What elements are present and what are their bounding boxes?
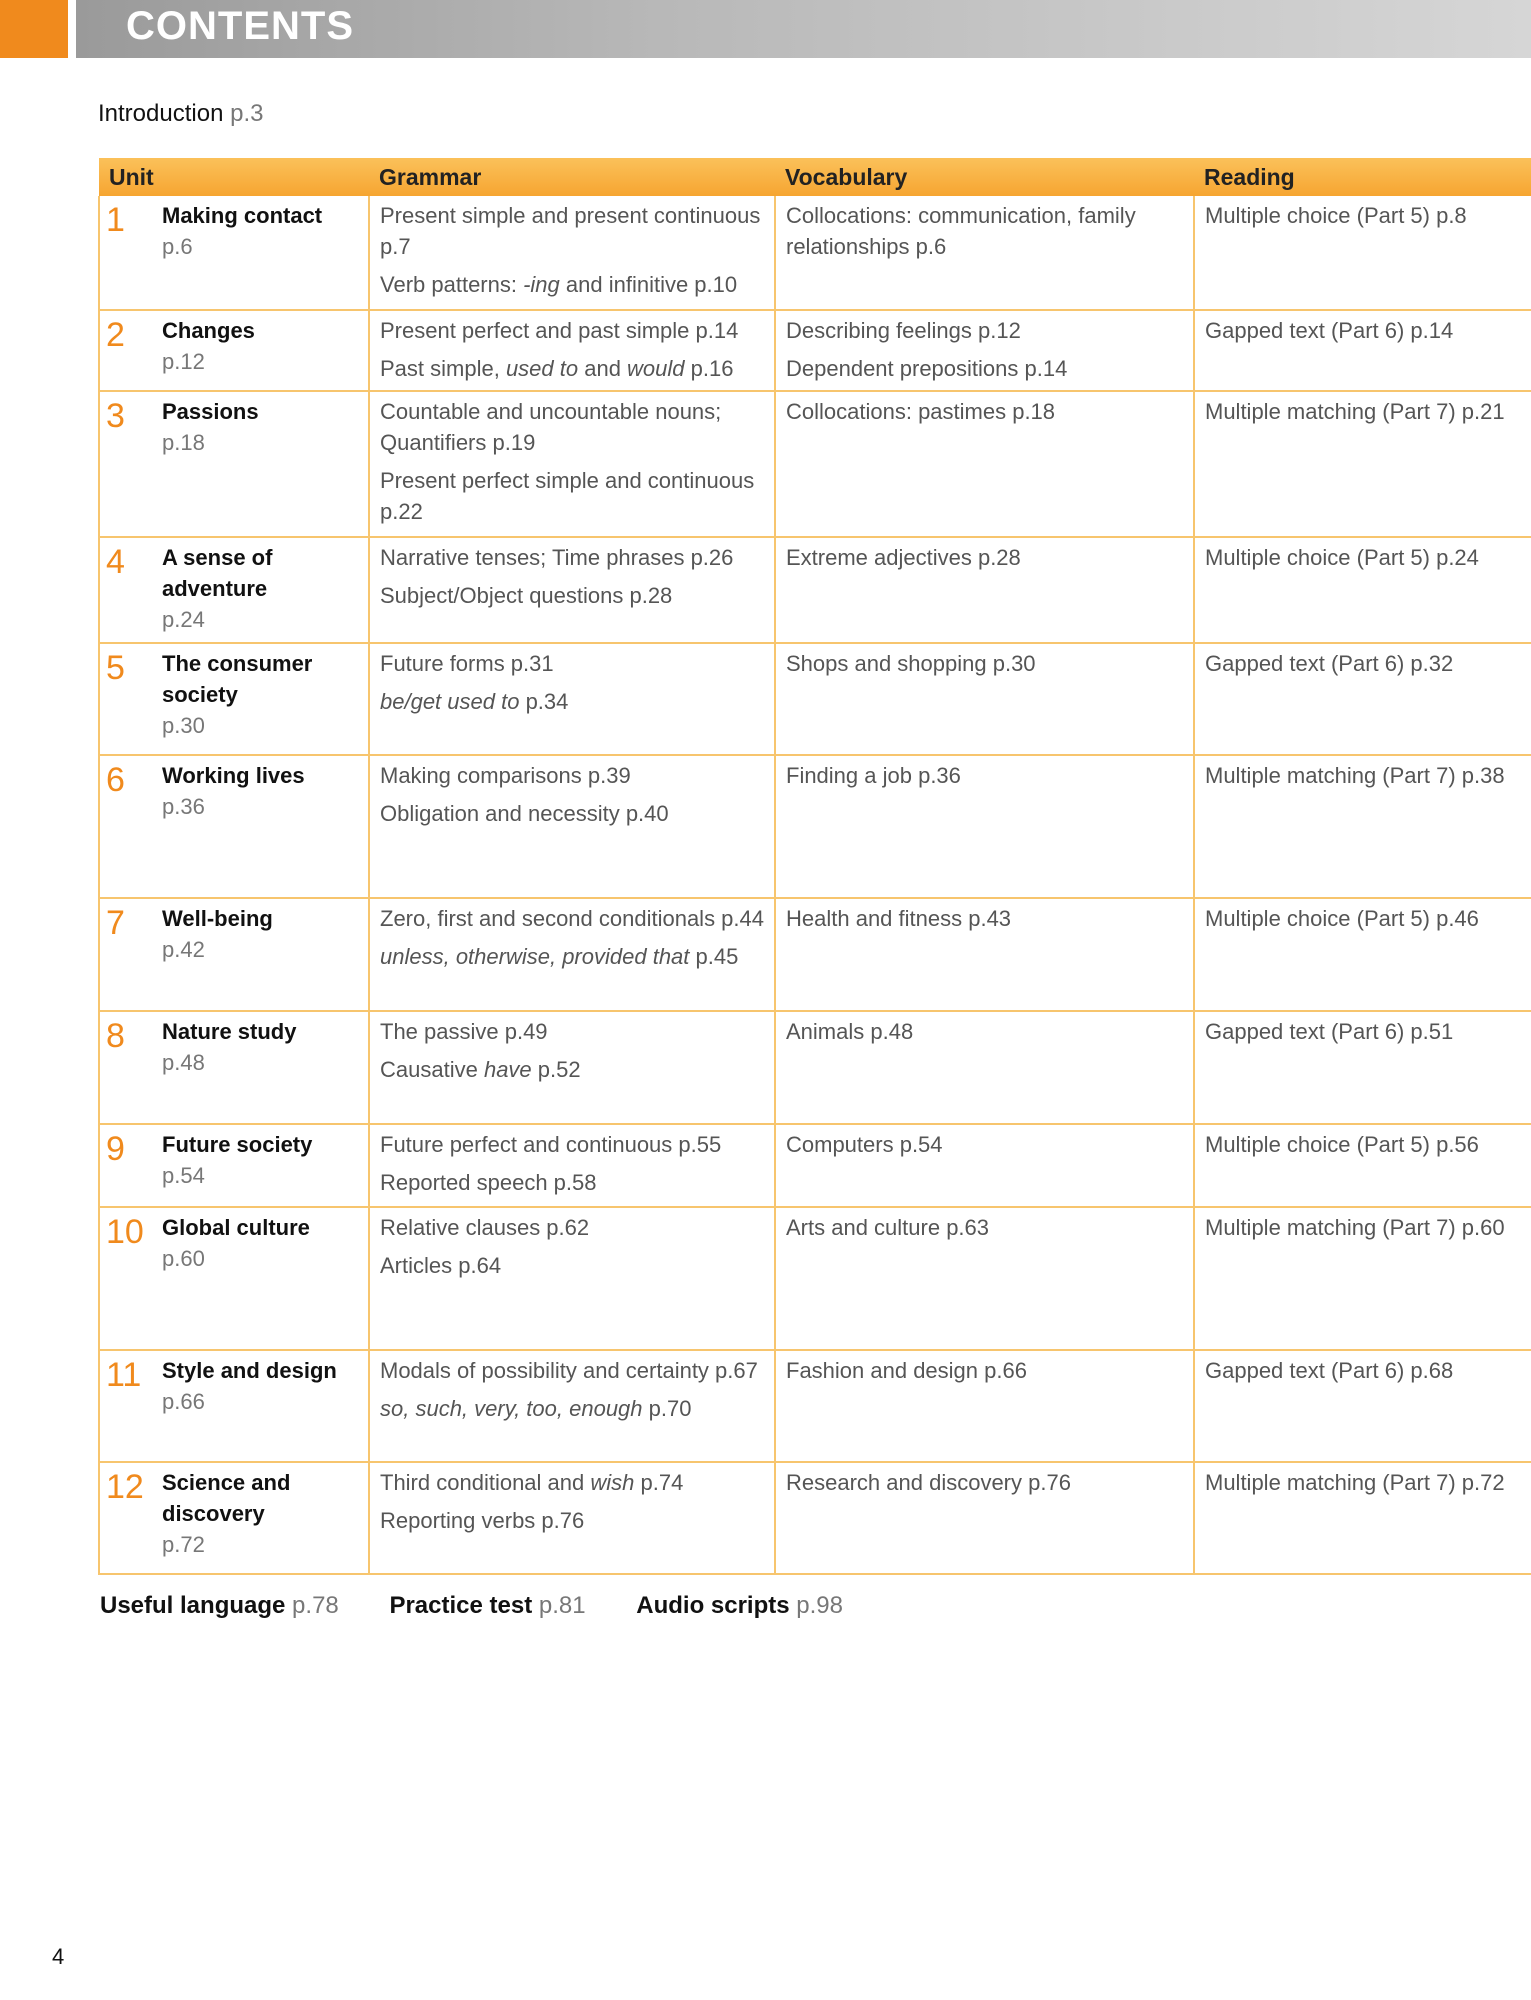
grammar-text: p.70 [642, 1396, 692, 1421]
grammar-line [380, 760, 764, 791]
grammar-line [380, 1467, 764, 1498]
table-row [99, 537, 1531, 643]
introduction-line [98, 100, 263, 128]
unit-number: 6 [106, 761, 125, 799]
reading-cell [1194, 1124, 1531, 1207]
reading-line [1205, 315, 1522, 346]
introduction-page: p.3 [230, 100, 264, 127]
reading-cell [1194, 310, 1531, 391]
grammar-cell [369, 310, 775, 391]
grammar-cell [369, 643, 775, 755]
reading-line [1205, 903, 1522, 934]
unit-text [162, 1467, 358, 1560]
unit-cell [99, 537, 369, 643]
grammar-text: Future forms p.31 [380, 651, 554, 676]
grammar-cell [369, 898, 775, 1011]
grammar-text: unless, otherwise, provided that [380, 944, 690, 969]
grammar-line [380, 353, 764, 384]
column-header-vocabulary: Vocabulary [775, 158, 1194, 196]
grammar-line [380, 1393, 764, 1424]
grammar-line [380, 903, 764, 934]
grammar-line [380, 200, 764, 262]
grammar-text: Modals of possibility and certainty p.67 [380, 1358, 758, 1383]
grammar-text: and [578, 356, 628, 381]
unit-page: p.48 [162, 1050, 205, 1075]
vocabulary-line [786, 396, 1183, 427]
grammar-line [380, 941, 764, 972]
table-row [99, 1011, 1531, 1124]
grammar-line [380, 580, 764, 611]
reading-line [1205, 1467, 1522, 1498]
unit-page: p.30 [162, 713, 205, 738]
grammar-line [380, 315, 764, 346]
reading-cell [1194, 898, 1531, 1011]
unit-page: p.6 [162, 234, 193, 259]
vocabulary-text: Health and fitness p.43 [786, 906, 1012, 931]
grammar-text: used to [505, 356, 579, 381]
grammar-text: Present simple and present continuous p.7 [380, 203, 761, 259]
vocabulary-line [786, 1212, 1183, 1243]
reading-text: Multiple choice (Part 5) p.24 [1205, 545, 1479, 570]
grammar-text: Reporting verbs p.76 [380, 1508, 585, 1533]
vocabulary-line [786, 1355, 1183, 1386]
vocabulary-cell [775, 643, 1194, 755]
unit-text [162, 1129, 358, 1191]
vocabulary-text: Research and discovery p.76 [786, 1470, 1071, 1495]
grammar-cell [369, 537, 775, 643]
reading-cell [1194, 196, 1531, 310]
vocabulary-cell [775, 391, 1194, 537]
grammar-text: Countable and uncountable nouns; Quantifiers p.19 [380, 399, 722, 455]
footer-label: Audio scripts [636, 1592, 790, 1619]
vocabulary-cell [775, 1011, 1194, 1124]
vocabulary-line [786, 760, 1183, 791]
grammar-cell [369, 1124, 775, 1207]
footer-label: Practice test [389, 1592, 533, 1619]
footer-item-audio-scripts [636, 1592, 843, 1619]
footer-item-practice-test [389, 1592, 592, 1619]
footer-page: p.81 [538, 1592, 586, 1619]
unit-cell [99, 391, 369, 537]
vocabulary-line [786, 542, 1183, 573]
vocabulary-text: Finding a job p.36 [786, 763, 961, 788]
reading-text: Multiple matching (Part 7) p.72 [1205, 1470, 1505, 1495]
unit-title: Passions [162, 399, 259, 424]
reading-text: Gapped text (Part 6) p.51 [1205, 1019, 1454, 1044]
unit-text [162, 1016, 358, 1078]
unit-text [162, 542, 358, 635]
reading-line [1205, 1355, 1522, 1386]
unit-number: 3 [106, 397, 125, 435]
grammar-text: p.16 [684, 356, 734, 381]
unit-page: p.36 [162, 794, 205, 819]
unit-number: 5 [106, 649, 125, 687]
grammar-text: Future perfect and continuous p.55 [380, 1132, 722, 1157]
vocabulary-cell [775, 1462, 1194, 1574]
footer-label: Useful language [100, 1592, 286, 1619]
grammar-text: wish [590, 1470, 635, 1495]
unit-title: The consumer society [162, 651, 313, 707]
unit-page: p.66 [162, 1389, 205, 1414]
grammar-line [380, 1016, 764, 1047]
unit-title: Well-being [162, 906, 273, 931]
grammar-line [380, 269, 764, 300]
reading-line [1205, 1016, 1522, 1047]
unit-number: 2 [106, 316, 125, 354]
grammar-line [380, 396, 764, 458]
vocabulary-line [786, 648, 1183, 679]
grammar-text: Reported speech p.58 [380, 1170, 597, 1195]
column-header-unit: Unit [99, 158, 369, 196]
unit-number: 11 [106, 1356, 142, 1394]
vocabulary-cell [775, 537, 1194, 643]
table-row [99, 391, 1531, 537]
reading-line [1205, 200, 1522, 231]
unit-cell [99, 196, 369, 310]
unit-cell [99, 643, 369, 755]
grammar-text: Present perfect simple and continuous p.22 [380, 468, 755, 524]
grammar-text: Zero, first and second conditionals p.44 [380, 906, 765, 931]
vocabulary-text: Shops and shopping p.30 [786, 651, 1036, 676]
vocabulary-cell [775, 1207, 1194, 1350]
grammar-text: -ing [523, 272, 560, 297]
unit-cell [99, 755, 369, 898]
reading-cell [1194, 1462, 1531, 1574]
grammar-cell [369, 755, 775, 898]
grammar-text: Subject/Object questions p.28 [380, 583, 673, 608]
introduction-label: Introduction [98, 100, 224, 127]
unit-page: p.72 [162, 1532, 205, 1557]
grammar-text: The passive p.49 [380, 1019, 548, 1044]
grammar-text: p.34 [519, 689, 569, 714]
vocabulary-text: Computers p.54 [786, 1132, 943, 1157]
reading-cell [1194, 1350, 1531, 1462]
vocabulary-cell [775, 1124, 1194, 1207]
unit-cell [99, 898, 369, 1011]
vocabulary-text: Arts and culture p.63 [786, 1215, 990, 1240]
unit-title: A sense of adventure [162, 545, 273, 601]
unit-page: p.12 [162, 349, 205, 374]
vocabulary-cell [775, 310, 1194, 391]
vocabulary-line [786, 1467, 1183, 1498]
grammar-text: p.45 [689, 944, 739, 969]
vocabulary-text: Describing feelings p.12 [786, 318, 1021, 343]
unit-text [162, 648, 358, 741]
reading-line [1205, 396, 1522, 427]
footer-links [100, 1592, 887, 1620]
unit-text [162, 200, 358, 262]
vocabulary-text: Fashion and design p.66 [786, 1358, 1027, 1383]
vocabulary-line [786, 353, 1183, 384]
vocabulary-line [786, 315, 1183, 346]
vocabulary-text: Collocations: communication, family relationships p.6 [786, 203, 1136, 259]
page-title: CONTENTS [126, 4, 354, 48]
grammar-cell [369, 196, 775, 310]
vocabulary-cell [775, 1350, 1194, 1462]
unit-text [162, 1212, 358, 1274]
reading-text: Gapped text (Part 6) p.14 [1205, 318, 1454, 343]
grammar-text: Third conditional and [380, 1470, 591, 1495]
grammar-text: have [483, 1057, 532, 1082]
unit-text [162, 1355, 358, 1417]
unit-number: 10 [106, 1213, 144, 1251]
unit-title: Global culture [162, 1215, 310, 1240]
table-header-row [99, 158, 1531, 196]
table-row [99, 1462, 1531, 1574]
table-body [99, 196, 1531, 1574]
grammar-line [380, 1355, 764, 1386]
reading-cell [1194, 1207, 1531, 1350]
grammar-text: Articles p.64 [380, 1253, 502, 1278]
grammar-cell [369, 1350, 775, 1462]
unit-number: 9 [106, 1130, 125, 1168]
unit-cell [99, 310, 369, 391]
grammar-text: Obligation and necessity p.40 [380, 801, 669, 826]
grammar-cell [369, 391, 775, 537]
reading-cell [1194, 1011, 1531, 1124]
reading-line [1205, 542, 1522, 573]
reading-text: Multiple matching (Part 7) p.38 [1205, 763, 1505, 788]
vocabulary-text: Animals p.48 [786, 1019, 914, 1044]
reading-line [1205, 1129, 1522, 1160]
grammar-text: Relative clauses p.62 [380, 1215, 590, 1240]
reading-cell [1194, 391, 1531, 537]
page-number: 4 [52, 1944, 65, 1969]
reading-text: Gapped text (Part 6) p.68 [1205, 1358, 1454, 1383]
grammar-line [380, 1212, 764, 1243]
grammar-text: p.52 [531, 1057, 581, 1082]
unit-number: 12 [106, 1468, 144, 1506]
reading-cell [1194, 537, 1531, 643]
grammar-text: Past simple, [380, 356, 506, 381]
reading-text: Multiple choice (Part 5) p.56 [1205, 1132, 1479, 1157]
table-row [99, 1350, 1531, 1462]
grammar-line [380, 686, 764, 717]
unit-cell [99, 1350, 369, 1462]
grammar-text: Causative [380, 1057, 484, 1082]
table-row [99, 1207, 1531, 1350]
table-row [99, 898, 1531, 1011]
vocabulary-cell [775, 196, 1194, 310]
grammar-text: Verb patterns: [380, 272, 524, 297]
grammar-text: Making comparisons p.39 [380, 763, 631, 788]
vocabulary-cell [775, 755, 1194, 898]
unit-page: p.60 [162, 1246, 205, 1271]
grammar-line [380, 1505, 764, 1536]
reading-cell [1194, 643, 1531, 755]
grammar-text: p.74 [634, 1470, 684, 1495]
table-row [99, 196, 1531, 310]
vocabulary-text: Collocations: pastimes p.18 [786, 399, 1056, 424]
unit-text [162, 760, 358, 822]
grammar-line [380, 465, 764, 527]
vocabulary-line [786, 1129, 1183, 1160]
unit-cell [99, 1207, 369, 1350]
grammar-line [380, 1167, 764, 1198]
column-header-reading: Reading [1194, 158, 1531, 196]
unit-page: p.54 [162, 1163, 205, 1188]
footer-item-useful-language [100, 1592, 345, 1619]
unit-text [162, 396, 358, 458]
unit-title: Future society [162, 1132, 313, 1157]
unit-number: 8 [106, 1017, 125, 1055]
grammar-cell [369, 1207, 775, 1350]
unit-number: 4 [106, 543, 125, 581]
grammar-line [380, 648, 764, 679]
footer-page: p.98 [796, 1592, 843, 1619]
grammar-text: and infinitive p.10 [559, 272, 738, 297]
reading-line [1205, 648, 1522, 679]
unit-page: p.18 [162, 430, 205, 455]
unit-number: 1 [106, 201, 125, 239]
reading-text: Multiple choice (Part 5) p.8 [1205, 203, 1467, 228]
grammar-text: Present perfect and past simple p.14 [380, 318, 739, 343]
reading-text: Multiple choice (Part 5) p.46 [1205, 906, 1479, 931]
column-header-grammar: Grammar [369, 158, 775, 196]
header-band [76, 0, 1531, 58]
unit-text [162, 315, 358, 377]
table-row [99, 1124, 1531, 1207]
unit-number: 7 [106, 904, 125, 942]
reading-line [1205, 1212, 1522, 1243]
grammar-text: be/get used to [380, 689, 520, 714]
unit-title: Science and discovery [162, 1470, 291, 1526]
vocabulary-text: Dependent prepositions p.14 [786, 356, 1068, 381]
vocabulary-text: Extreme adjectives p.28 [786, 545, 1021, 570]
vocabulary-line [786, 903, 1183, 934]
table-row [99, 310, 1531, 391]
table-row [99, 755, 1531, 898]
grammar-line [380, 798, 764, 829]
reading-cell [1194, 755, 1531, 898]
grammar-text: would [627, 356, 685, 381]
reading-line [1205, 760, 1522, 791]
reading-text: Multiple matching (Part 7) p.21 [1205, 399, 1505, 424]
grammar-cell [369, 1462, 775, 1574]
unit-title: Style and design [162, 1358, 337, 1383]
unit-cell [99, 1124, 369, 1207]
reading-text: Gapped text (Part 6) p.32 [1205, 651, 1454, 676]
grammar-text: Narrative tenses; Time phrases p.26 [380, 545, 734, 570]
unit-cell [99, 1011, 369, 1124]
reading-text: Multiple matching (Part 7) p.60 [1205, 1215, 1505, 1240]
unit-page: p.42 [162, 937, 205, 962]
grammar-line [380, 1250, 764, 1281]
grammar-text: so, such, very, too, enough [380, 1396, 643, 1421]
grammar-line [380, 1129, 764, 1160]
unit-title: Making contact [162, 203, 323, 228]
unit-page: p.24 [162, 607, 205, 632]
grammar-line [380, 1054, 764, 1085]
unit-title: Changes [162, 318, 255, 343]
grammar-line [380, 542, 764, 573]
unit-title: Nature study [162, 1019, 297, 1044]
header-accent [0, 0, 68, 58]
vocabulary-cell [775, 898, 1194, 1011]
vocabulary-line [786, 1016, 1183, 1047]
grammar-cell [369, 1011, 775, 1124]
footer-page: p.78 [292, 1592, 339, 1619]
table-row [99, 643, 1531, 755]
unit-text [162, 903, 358, 965]
unit-title: Working lives [162, 763, 305, 788]
vocabulary-line [786, 200, 1183, 262]
unit-cell [99, 1462, 369, 1574]
contents-table [98, 158, 1531, 1575]
